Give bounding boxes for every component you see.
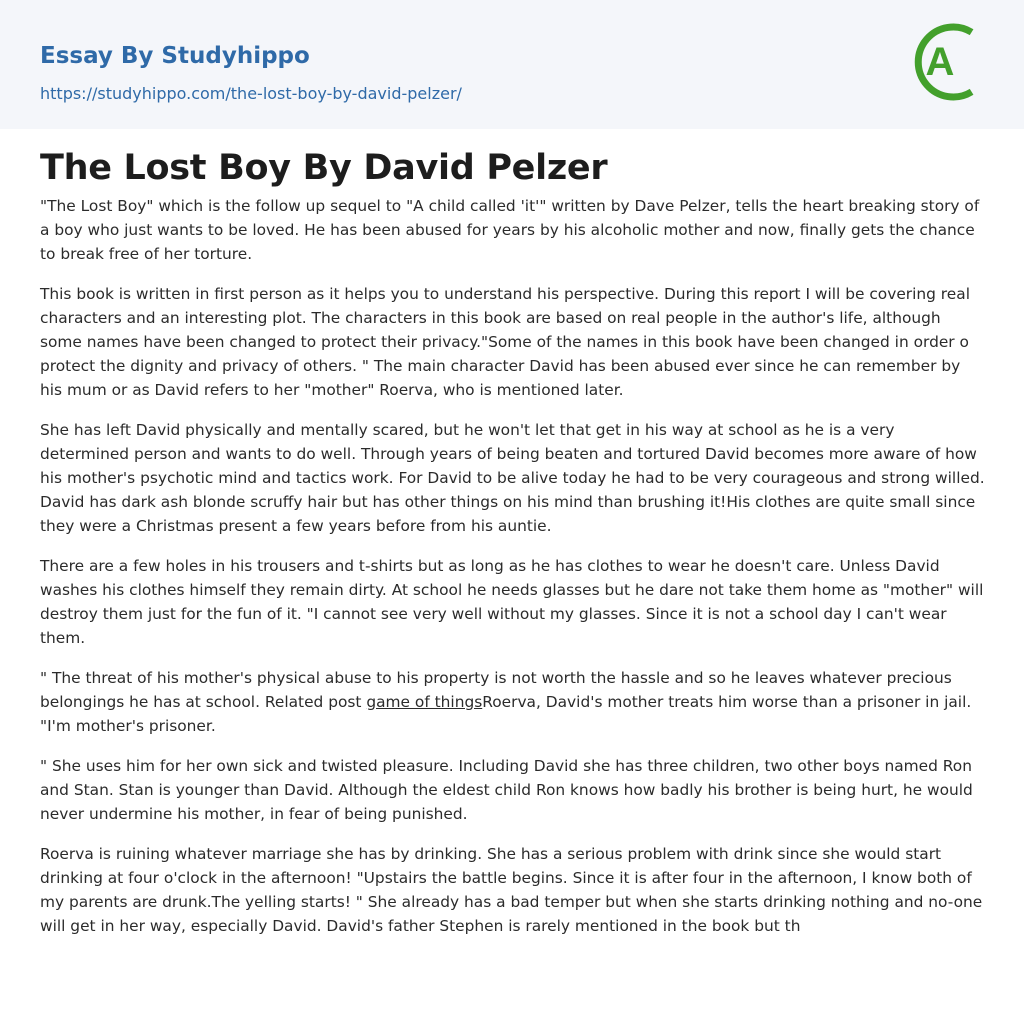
- paragraph: She has left David physically and mentally scared, but he won't let that get in his way at school as he is a very determined person and wants to do well. Through years of being beaten and tortured David becomes more aware of how his mother's psychotic mind and tactics work. For David to be alive today he had to be very courageous and strong willed. David has dark ash blonde scruffy hair but has other things on his mind than brushing it!His clothes are quite small since they were a Christmas present a few years before from his auntie.: [40, 421, 985, 535]
- paragraph: " She uses him for her own sick and twisted pleasure. Including David she has three children, two other boys named Ron and Stan. Stan is younger than David. Although the eldest child Ron knows how badly his brother is being hurt, he would never undermine his mother, in fear of being punished.: [40, 757, 973, 823]
- paragraph: This book is written in first person as it helps you to understand his perspective. During this report I will be covering real characters and an interesting plot. The characters in this book are based on real people in the author's life, although some names have been changed to protect their privacy."Some of the names in this book have been changed in order o protect the dignity and privacy of others. " The main character David has been abused ever since he can remember by his mum or as David refers to her "mother" Roerva, who is mentioned later.: [40, 285, 970, 399]
- paragraph-text: Roerva, David's mother treats him worse than a prisoner in jail. "I'm mother's prisoner.: [40, 693, 972, 735]
- paragraph: "The Lost Boy" which is the follow up sequel to "A child called 'it'" written by Dave Pelzer, tells the heart breaking story of a boy who just wants to be loved. He has been abused for years by his alcoholic mother and now, finally gets the chance to break free of her torture.: [40, 197, 980, 263]
- paragraph-text: " The threat of his mother's physical abuse to his property is not worth the hassle and so he leaves whatever precious belongings he has at school. Related post: [40, 669, 952, 711]
- paragraph: Roerva is ruining whatever marriage she has by drinking. She has a serious problem with drink since she would start drinking at four o'clock in the afternoon! "Upstairs the battle begins. Since it is after four in the afternoon, I know both of my parents are drunk.The yelling starts! " She already has a bad temper but when she starts drinking nothing and no-one will get in her way, especially David. David's father Stephen is rarely mentioned in the book but th: [40, 845, 983, 935]
- studyhippo-logo-icon: [913, 20, 985, 104]
- related-post-link[interactable]: game of things: [366, 693, 483, 711]
- page-title: The Lost Boy By David Pelzer: [40, 148, 608, 188]
- paragraph: There are a few holes in his trousers and t-shirts but as long as he has clothes to wear he doesn't care. Unless David washes his clothes himself they remain dirty. At school he needs glasses but he dare not take them home as "mother" will destroy them just for the fun of it. "I cannot see very well without my glasses. Since it is not a school day I can't wear them.: [40, 557, 984, 647]
- logo-letter: A: [925, 40, 955, 84]
- paragraph: [40, 666, 985, 738]
- site-header: [0, 0, 1024, 129]
- source-url-link[interactable]: https://studyhippo.com/the-lost-boy-by-david-pelzer/: [40, 84, 462, 103]
- article-body: [40, 194, 985, 954]
- brand-title: Essay By Studyhippo: [40, 43, 310, 69]
